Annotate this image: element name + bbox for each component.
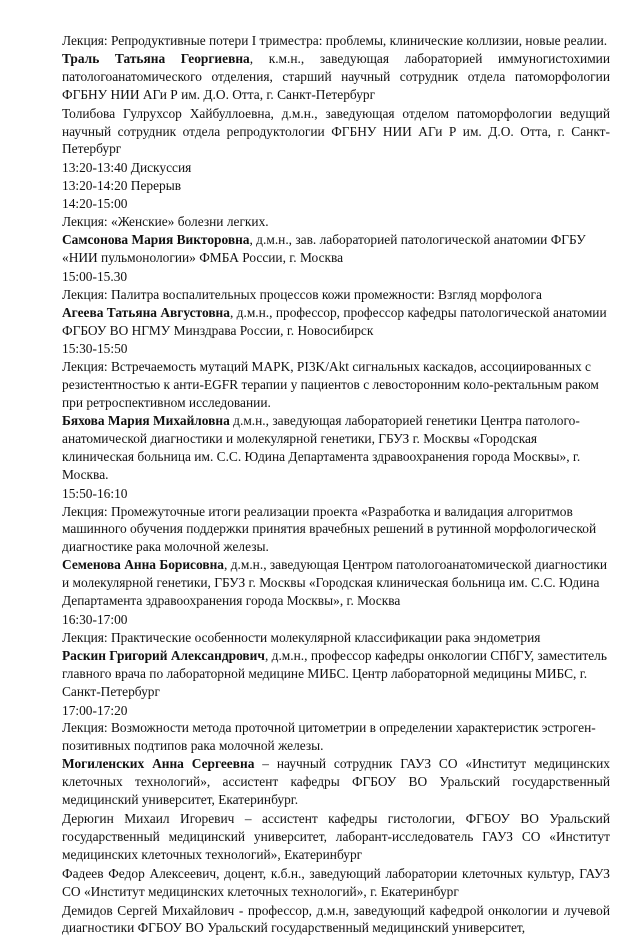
speaker-entry: Фадеев Федор Алексеевич, доцент, к.б.н., заведующий лаборатории клеточных культур, ГАУЗ СО «Институт медицинских клеточных технологий», г. Екатеринбург xyxy=(62,865,610,899)
speaker-entry xyxy=(62,231,610,267)
time-slot: 14:20-15:00 xyxy=(62,196,128,212)
speaker-details: , д.м.н., заведующая Центром патологоанатомической диагностики и молекулярной генетики, ГБУЗ г. Москвы «Городская клиническая больница им. С.С. Юдина Департамента здравоохранения города Москвы», г. Москва xyxy=(62,557,608,609)
time-slot: 15:50-16:10 xyxy=(62,485,128,501)
speaker-details: – научный сотрудник ГАУЗ СО «Институт медицинских клеточных технологий», ассистент кафедры ФГБОУ ВО Уральский государственный медицинский университет, Екатеринбург. xyxy=(62,756,610,808)
speaker-name: Раскин Григорий Александрович xyxy=(62,647,265,663)
lecture-title: Лекция: Промежуточные итоги реализации проекта «Разработка и валидация алгоритмов машинного обучения поддержки принятия врачебных решений в рутинной морфологической диагностике рака молочной железы. xyxy=(62,503,597,555)
lecture-title: Лекция: Палитра воспалительных процессов кожи промежности: Взгляд морфолога xyxy=(62,286,542,302)
lecture-title: Лекция: Репродуктивные потери I триместра: проблемы, клинические коллизии, новые реалии. xyxy=(62,33,608,48)
speaker-entry xyxy=(62,647,610,701)
time-slot: 15:00-15.30 xyxy=(62,268,128,284)
speaker-details: , д.м.н., зав. лабораторией патологической анатомии ФГБУ «НИИ пульмонологии» ФМБА России, г. Москва xyxy=(62,231,586,265)
speaker-name: Самсонова Мария Викторовна xyxy=(62,231,250,247)
speaker-details: , д.м.н., профессор кафедры онкологии СПбГУ, заместитель главного врача по лабораторной медицине МИБС. Центр лабораторной медицины МИБС, г. Санкт-Петербург xyxy=(62,647,607,699)
speaker-details: , д.м.н., профессор, профессор кафедры патологической анатомии ФГБОУ ВО НГМУ Минздрава России, г. Новосибирск xyxy=(62,304,607,338)
speaker-details: д.м.н., заведующая лабораторией генетики Центра патолого-анатомической диагностики и молекулярной генетики, ГБУЗ г. Москвы «Городская клиническая больница им. С.С. Юдина Департамента здравоохранения города Москвы», г. Москва. xyxy=(62,413,581,482)
speaker-name: Могиленских Анна Сергеевна xyxy=(62,756,255,772)
speaker-entry xyxy=(62,50,610,104)
program-page xyxy=(62,32,610,938)
time-slot: 17:00-17:20 xyxy=(62,702,128,718)
time-slot: 15:30-15:50 xyxy=(62,341,128,357)
speaker-entry xyxy=(62,755,610,809)
speaker-name: Бяхова Мария Михайловна xyxy=(62,413,230,429)
lecture-title: Лекция: Возможности метода проточной цитометрии в определении характеристик эстроген-позитивных подтипов рака молочной железы. xyxy=(62,720,596,754)
lecture-title: Лекция: Практические особенности молекулярной классификации рака эндометрия xyxy=(62,629,541,645)
speaker-entry xyxy=(62,304,610,340)
speaker-entry: Демидов Сергей Михайлович - профессор, д.м.н, заведующий кафедрой онкологии и лучевой диагностики ФГБОУ ВО Уральский государственный медицинский университет, xyxy=(62,902,610,936)
time-slot: 16:30-17:00 xyxy=(62,612,128,627)
speaker-entry xyxy=(62,556,610,610)
speaker-details: , к.м.н., заведующая лабораторией иммуногистохимии патологоанатомического отделения, старший научный сотрудник отдела патоморфологии ФГБНУ НИИ АГи Р им. Д.О. Отта, г. Санкт-Петербург xyxy=(62,50,610,102)
speaker-name: Агеева Татьяна Августовна xyxy=(62,304,230,320)
speaker-name: Семенова Анна Борисовна xyxy=(62,557,224,573)
lecture-title: Лекция: «Женские» болезни легких. xyxy=(62,214,269,230)
speaker-entry: Толибова Гулрухсор Хайбуллоевна, д.м.н., заведующая отделом патоморфологии ведущий научный сотрудник отдела репродуктологии ФГБНУ НИИ АГи Р им. Д.О. Отта, г. Санкт-Петербург xyxy=(62,105,610,157)
time-slot-discussion: 13:20-13:40 Дискуссия xyxy=(62,160,192,176)
speaker-entry: Дерюгин Михаил Игоревич – ассистент кафедры гистологии, ФГБОУ ВО Уральский государственный медицинский университет, лаборант-исследователь ГАУЗ СО «Институт медицинских клеточных технологий», Екатеринбург xyxy=(62,810,610,862)
lecture-title: Лекция: Встречаемость мутаций MAPK, PI3K/Akt сигнальных каскадов, ассоциированных с резистентностью к анти-EGFR терапии у пациентов с левосторонним коло-ректальным раком при ретроспективном исследовании. xyxy=(62,359,599,411)
speaker-name: Траль Татьяна Георгиевна xyxy=(62,50,250,66)
speaker-entry xyxy=(62,412,610,484)
time-slot-break: 13:20-14:20 Перерыв xyxy=(62,178,182,194)
